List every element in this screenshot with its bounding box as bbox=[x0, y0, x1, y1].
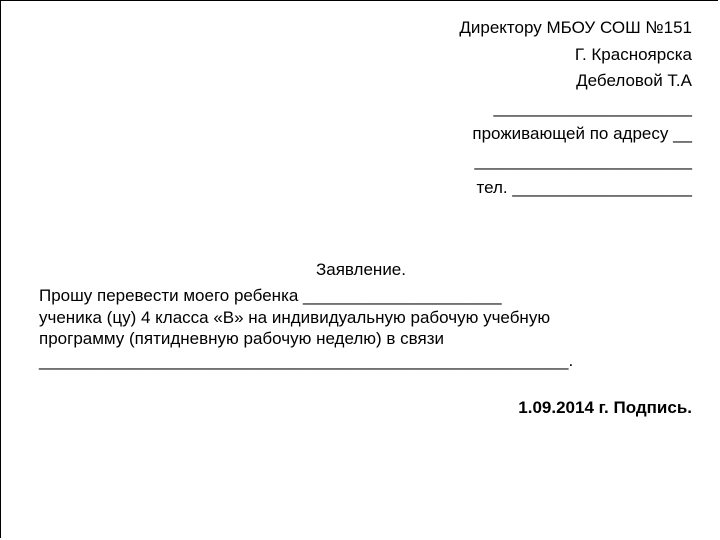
date-signature: 1.09.2014 г. Подпись. bbox=[518, 398, 692, 417]
addressee-blank-line: _____________________ bbox=[493, 97, 692, 117]
statement-line-3: программу (пятидневную рабочую неделю) в связи bbox=[39, 329, 445, 348]
statement-line-4: ________________________________________________________. bbox=[39, 350, 574, 370]
document-title: Заявление. bbox=[315, 260, 406, 279]
statement-line-2: ученика (цу) 4 класса «В» на индивидуальную рабочую учебную bbox=[39, 307, 551, 327]
statement-line-1: Прошу перевести моего ребенка _____________________ bbox=[39, 286, 502, 305]
addressee-line-address: проживающей по адресу __ bbox=[472, 124, 692, 144]
addressee-line-director: Директору МБОУ СОШ №151 bbox=[459, 18, 692, 37]
statement-body bbox=[39, 285, 699, 371]
addressee-line-phone: тел. ___________________ bbox=[476, 177, 692, 197]
addressee-line-name: Дебеловой Т.А bbox=[576, 71, 692, 91]
addressee-line-city: Г. Красноярска bbox=[574, 44, 692, 64]
addressee-address-blank: _______________________ bbox=[474, 150, 692, 170]
addressee-block bbox=[372, 15, 692, 201]
